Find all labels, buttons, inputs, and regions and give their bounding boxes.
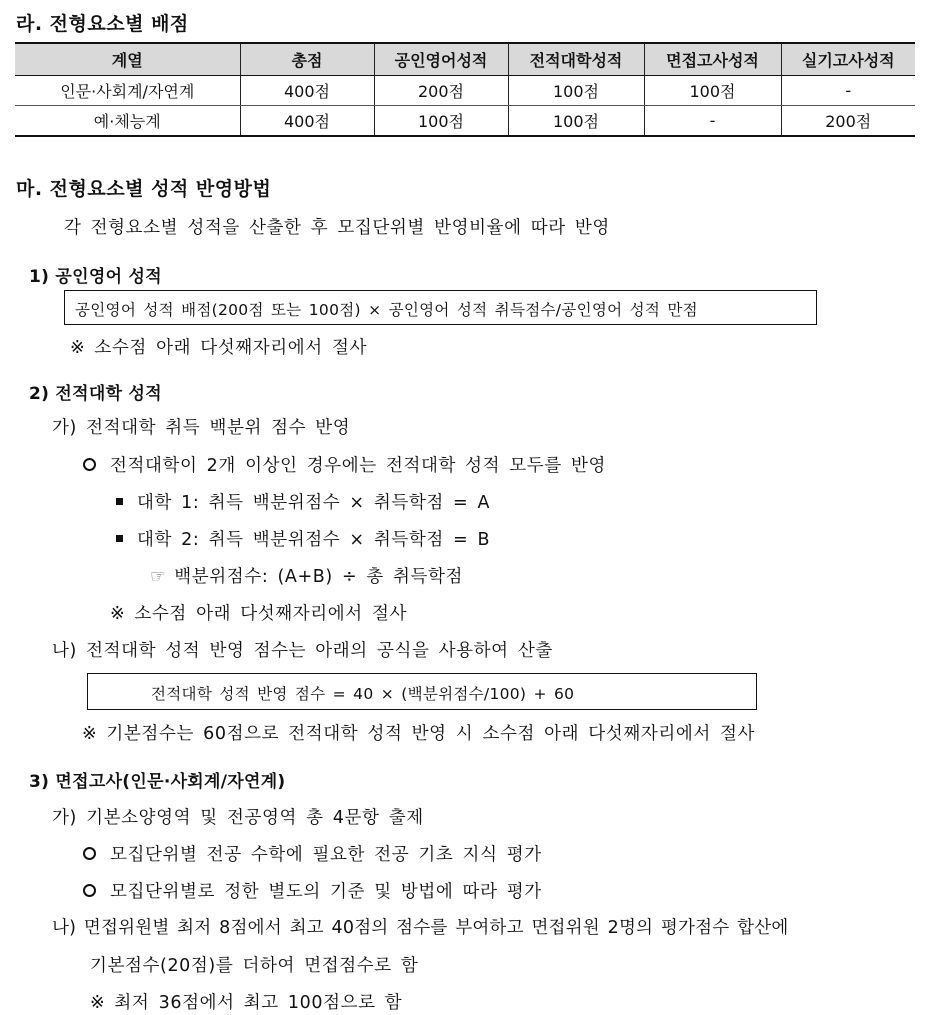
- table-cell: 400점: [240, 106, 374, 137]
- interview-na-line1: 나) 면접위원별 최저 8점에서 최고 40점의 점수를 부여하고 면접위원 2명의 평가점수 합산에: [52, 918, 789, 938]
- table-cell: 예·체능계: [15, 106, 240, 137]
- table-cell: 100점: [374, 106, 508, 137]
- table-cell: -: [781, 76, 915, 106]
- transcript-na: 나) 전적대학 성적 반영 점수는 아래의 공식을 사용하여 산출: [52, 641, 553, 661]
- interview-item1: [83, 841, 542, 866]
- transcript-sub1-text: 대학 1: 취득 백분위점수 × 취득학점 = A: [137, 493, 491, 513]
- header-cell: 계열: [15, 43, 240, 76]
- transcript-ga-item: [83, 452, 606, 477]
- header-cell: 총점: [240, 43, 374, 76]
- english-formula: 공인영어 성적 배점(200점 또는 100점) × 공인영어 성적 취득점수/공인영어 성적 만점: [75, 301, 698, 319]
- english-formula-box: [64, 290, 817, 325]
- transcript-ga-note: ※ 소수점 아래 다섯째자리에서 절사: [110, 604, 407, 624]
- table-cell: 200점: [781, 106, 915, 137]
- interview-ga: 가) 기본소양영역 및 전공영역 총 4문항 출제: [52, 808, 424, 828]
- score-table: [15, 42, 915, 137]
- section-ma-title: 마. 전형요소별 성적 반영방법: [16, 178, 272, 200]
- interview-na-note: ※ 최저 36점에서 최고 100점으로 함: [90, 993, 403, 1013]
- header-cell: 면접고사성적: [644, 43, 781, 76]
- transcript-ga: 가) 전적대학 취득 백분위 점수 반영: [52, 418, 351, 438]
- transcript-sub2-text: 대학 2: 취득 백분위점수 × 취득학점 = B: [137, 530, 491, 550]
- section-ma-intro: 각 전형요소별 성적을 산출한 후 모집단위별 반영비율에 따라 반영: [64, 218, 610, 238]
- transcript-na-note: ※ 기본점수는 60점으로 전적대학 성적 반영 시 소수점 아래 다섯째자리에서 절사: [82, 724, 756, 744]
- table-row: [15, 76, 915, 106]
- transcript-formula: 전적대학 성적 반영 점수 = 40 × (백분위점수/100) + 60: [151, 685, 575, 703]
- square-bullet-icon: [116, 535, 123, 542]
- table-cell: 400점: [240, 76, 374, 106]
- interview-item1-text: 모집단위별 전공 수학에 필요한 전공 기초 지식 평가: [110, 845, 542, 865]
- score-table-header-row: [15, 43, 915, 76]
- table-cell: 100점: [644, 76, 781, 106]
- transcript-sub2: [116, 526, 490, 551]
- transcript-title: 2) 전적대학 성적: [29, 384, 162, 404]
- table-cell: -: [644, 106, 781, 137]
- transcript-percentile-text: 백분위점수: (A+B) ÷ 총 취득학점: [174, 567, 464, 587]
- interview-title: 3) 면접고사(인문·사회계/자연계): [29, 772, 286, 792]
- pointing-hand-icon: ☞: [150, 567, 167, 587]
- square-bullet-icon: [116, 498, 123, 505]
- transcript-sub1: [116, 489, 490, 514]
- transcript-percentile: [150, 563, 463, 588]
- table-cell: 200점: [374, 76, 508, 106]
- table-row: [15, 106, 915, 137]
- transcript-ga-item-text: 전적대학이 2개 이상인 경우에는 전적대학 성적 모두를 반영: [110, 456, 606, 476]
- interview-item2: [83, 878, 542, 903]
- header-cell: 실기고사성적: [781, 43, 915, 76]
- header-cell: 전적대학성적: [508, 43, 644, 76]
- circle-bullet-icon: [83, 847, 96, 860]
- english-title: 1) 공인영어 성적: [29, 267, 162, 287]
- section-ra-title: 라. 전형요소별 배점: [16, 13, 189, 35]
- table-cell: 100점: [508, 76, 644, 106]
- header-cell: 공인영어성적: [374, 43, 508, 76]
- table-cell: 인문·사회계/자연계: [15, 76, 240, 106]
- interview-item2-text: 모집단위별로 정한 별도의 기준 및 방법에 따라 평가: [110, 882, 542, 902]
- transcript-formula-box: [87, 673, 757, 710]
- english-note: ※ 소수점 아래 다섯째자리에서 절사: [70, 338, 367, 358]
- table-cell: 100점: [508, 106, 644, 137]
- circle-bullet-icon: [83, 884, 96, 897]
- interview-na-line2: 기본점수(20점)를 더하여 면접점수로 함: [90, 956, 419, 976]
- circle-bullet-icon: [83, 458, 96, 471]
